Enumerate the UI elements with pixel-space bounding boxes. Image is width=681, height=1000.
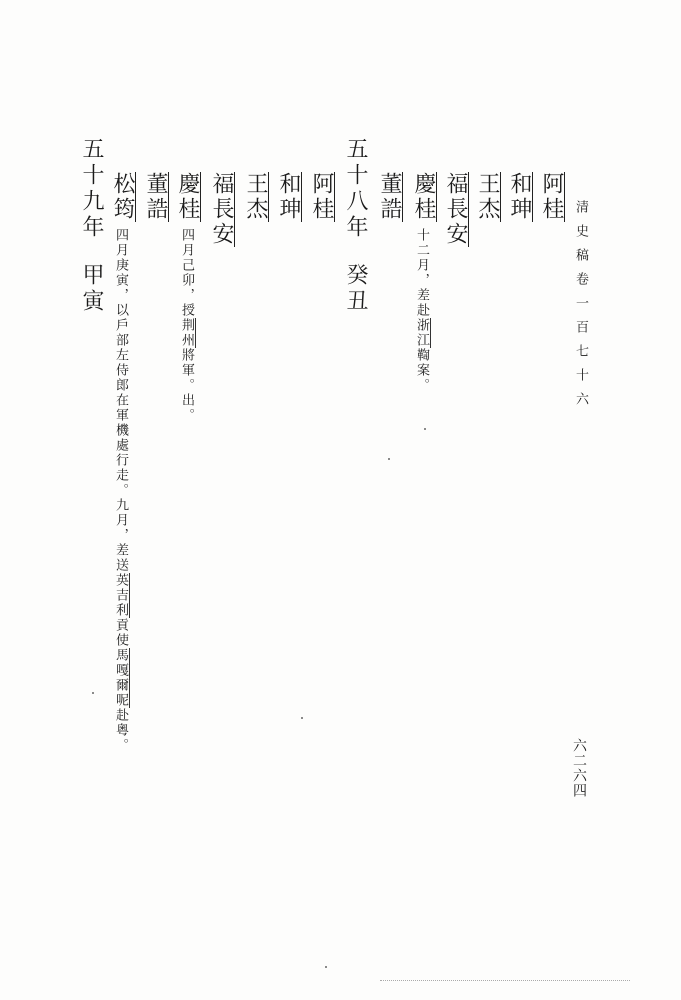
scan-speck [301, 717, 303, 719]
page-number: 六二六四 [571, 738, 587, 798]
ganzhi-label: 甲寅 [79, 263, 104, 315]
entry-column [111, 172, 136, 222]
entry-column [310, 172, 335, 222]
note-text: 四月己卯，授 [179, 228, 194, 318]
entry-column [378, 172, 403, 222]
entry-column [508, 172, 533, 222]
year-heading [80, 137, 102, 315]
official-name: 董誥 [377, 172, 402, 222]
entry-note [114, 228, 127, 753]
note-text: 十二月，差赴 [414, 228, 429, 318]
entry-column [144, 172, 169, 222]
entry-note [415, 228, 428, 393]
entry-column [277, 172, 302, 222]
official-name: 慶桂 [411, 172, 436, 222]
scan-speck [388, 458, 390, 460]
person-name: 馬嘎爾呢 [113, 648, 128, 708]
official-name: 阿桂 [539, 172, 564, 222]
official-name: 福長安 [443, 172, 468, 247]
official-name: 福長安 [209, 172, 234, 247]
official-name: 慶桂 [175, 172, 200, 222]
note-text: 鞫案。 [414, 348, 429, 393]
entry-column [444, 172, 469, 247]
official-name: 松筠 [110, 172, 135, 222]
scan-artifact-line [380, 980, 630, 982]
official-name: 董誥 [143, 172, 168, 222]
place-name: 浙江 [414, 318, 429, 348]
scan-speck [325, 966, 327, 968]
note-text: 貢使 [113, 618, 128, 648]
entry-column [540, 172, 565, 222]
official-name: 和珅 [507, 172, 532, 222]
note-text: 將軍。出。 [179, 348, 194, 423]
entry-column [176, 172, 201, 222]
note-text: 四月庚寅，以戶部左侍郎在軍機處行走。九月，差送 [113, 228, 128, 573]
official-name: 王杰 [243, 172, 268, 222]
year-heading [344, 137, 366, 315]
entry-column [244, 172, 269, 222]
scan-speck [424, 428, 426, 430]
book-title: 清史稿卷一百七十六 [573, 200, 588, 416]
entry-column [412, 172, 437, 222]
official-name: 阿桂 [309, 172, 334, 222]
year-label: 五十八年 [343, 137, 368, 241]
entry-note [180, 228, 193, 423]
place-name: 荆州 [179, 318, 194, 348]
official-name: 和珅 [276, 172, 301, 222]
place-name: 英吉利 [113, 573, 128, 618]
year-label: 五十九年 [79, 137, 104, 241]
entry-column [210, 172, 235, 247]
entry-column [476, 172, 501, 222]
official-name: 王杰 [475, 172, 500, 222]
note-text: 赴粵。 [113, 708, 128, 753]
scan-speck [92, 692, 94, 694]
ganzhi-label: 癸丑 [343, 263, 368, 315]
